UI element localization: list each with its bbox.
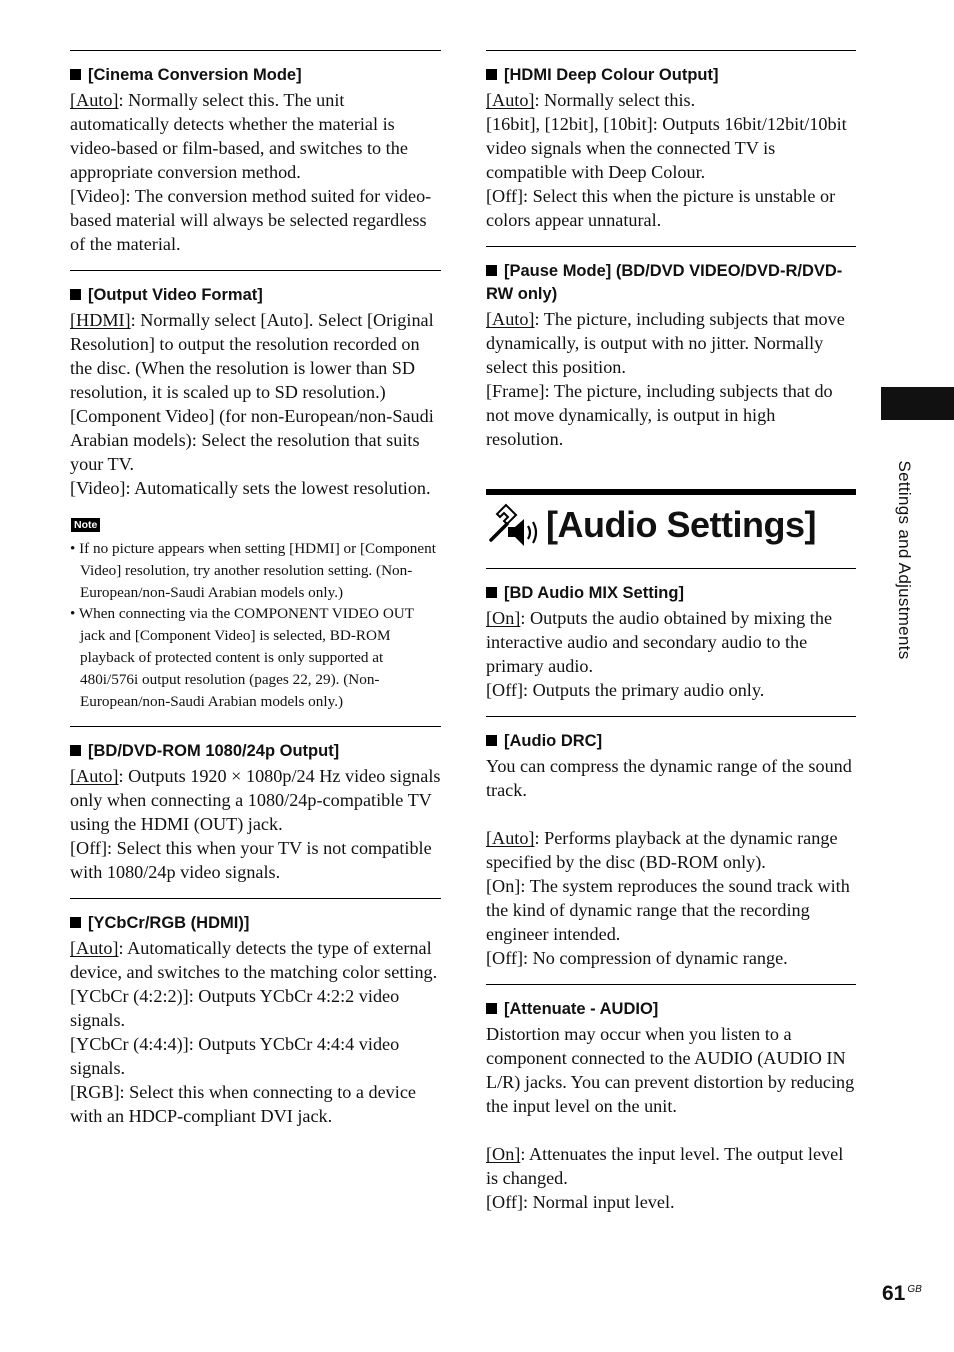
output-video-option: [Video]: Automatically sets the lowest resolution. — [70, 478, 431, 498]
deep-colour-bits-option: [16bit], [12bit], [10bit]: Outputs 16bit/12bit/10bit video signals when the connected TV is compatible with Deep Colour. — [486, 114, 847, 182]
heading-text: [Attenuate - AUDIO] — [504, 1000, 659, 1018]
page-region-suffix: GB — [907, 1284, 922, 1295]
output-video-format-heading — [70, 284, 441, 307]
note-tag: Note — [71, 518, 100, 532]
bd-dvd-rom-auto-option — [70, 764, 441, 836]
option-text: : Normally select this. The unit automatically detects whether the material is video-based or film-based, and switches to the appropriate conversion method. — [70, 90, 408, 182]
cinema-conversion-section — [70, 50, 441, 256]
spacer — [486, 1118, 856, 1142]
wrench-speaker-icon — [486, 502, 540, 548]
cinema-video-option: [Video]: The conversion method suited for video-based material will always be selected regardless of the material. — [70, 186, 432, 254]
default-option-key: [Auto] — [486, 90, 535, 110]
heading-text: [BD Audio MIX Setting] — [504, 584, 684, 602]
chapter-tab-marker — [881, 387, 954, 420]
heading-text: [YCbCr/RGB (HDMI)] — [88, 914, 250, 933]
option-text: : Outputs 1920 × 1080p/24 Hz video signals only when connecting a 1080/24p-compatible TV using the HDMI (OUT) jack. — [70, 766, 441, 835]
bd-audio-mix-on-option — [486, 606, 856, 678]
heading-text: [Cinema Conversion Mode] — [88, 66, 302, 84]
ycbcr-422-option: [YCbCr (4:2:2)]: Outputs YCbCr 4:2:2 video signals. — [70, 986, 400, 1031]
attenuate-audio-section — [486, 984, 856, 1214]
default-option-key: [Auto] — [70, 766, 119, 787]
attenuate-intro: Distortion may occur when you listen to a component connected to the AUDIO (AUDIO IN L/R) jacks. You can prevent distortion by reducing the input level on the unit. — [486, 1024, 855, 1116]
page-number — [882, 1282, 922, 1306]
square-bullet-icon — [486, 265, 497, 276]
default-option-key: [On] — [486, 608, 521, 628]
audio-settings-title: [Audio Settings] — [546, 504, 816, 545]
square-bullet-icon — [486, 1003, 497, 1014]
ycbcr-auto-option — [70, 936, 441, 984]
ycbcr-rgb-option: [RGB]: Select this when connecting to a device with an HDCP-compliant DVI jack. — [70, 1082, 416, 1127]
attenuate-audio-heading — [486, 998, 856, 1021]
bd-dvd-rom-section — [70, 726, 441, 884]
bd-audio-mix-section — [486, 568, 856, 702]
bd-dvd-rom-heading — [70, 740, 441, 763]
heading-text: [HDMI Deep Colour Output] — [504, 66, 719, 84]
page-number-value: 61 — [882, 1282, 906, 1305]
option-text: : Outputs the audio obtained by mixing the interactive audio and secondary audio to the primary audio. — [486, 608, 833, 676]
default-option-key: [Auto] — [70, 90, 119, 110]
note-list — [70, 538, 441, 712]
audio-drc-off-option: [Off]: No compression of dynamic range. — [486, 948, 788, 968]
bd-audio-mix-off-option: [Off]: Outputs the primary audio only. — [486, 680, 765, 700]
option-text: : Normally select this. — [534, 90, 696, 110]
option-text: : Performs playback at the dynamic range specified by the disc (BD-ROM only). — [486, 828, 838, 872]
note-item: • If no picture appears when setting [HDMI] or [Component Video] resolution, try another resolution setting. (Non-European/non-Saudi Arabian models only.) — [70, 540, 436, 601]
pause-mode-auto-option — [486, 307, 856, 379]
chapter-side-label-text: Settings and Adjustments — [895, 460, 914, 660]
audio-drc-intro: You can compress the dynamic range of the sound track. — [486, 756, 852, 800]
default-option-key: [Auto] — [486, 309, 535, 329]
option-text: : The picture, including subjects that move dynamically, is output with no jitter. Normally select this position. — [486, 309, 845, 377]
note-item: • When connecting via the COMPONENT VIDEO OUT jack and [Component Video] is selected, BD-ROM playback of protected content is only supported at 480i/576i output resolution (pages 22, 29). (Non-European/non-Saudi Arabian models only.) — [70, 605, 414, 710]
square-bullet-icon — [70, 917, 81, 928]
pause-mode-heading — [486, 260, 856, 306]
audio-drc-heading — [486, 730, 856, 753]
bd-audio-mix-heading — [486, 582, 856, 605]
ycbcr-rgb-section — [70, 898, 441, 1128]
pause-mode-frame-option: [Frame]: The picture, including subjects that do not move dynamically, is output in high resolution. — [486, 381, 833, 449]
heading-text: [Pause Mode] (BD/DVD VIDEO/DVD-R/DVD-RW only) — [486, 262, 843, 303]
hdmi-deep-colour-heading — [486, 64, 856, 87]
square-bullet-icon — [486, 735, 497, 746]
attenuate-off-option: [Off]: Normal input level. — [486, 1192, 675, 1212]
audio-drc-auto-option — [486, 826, 856, 874]
audio-drc-on-option: [On]: The system reproduces the sound track with the kind of dynamic range that the recording engineer intended. — [486, 876, 850, 944]
square-bullet-icon — [486, 587, 497, 598]
hdmi-deep-colour-section — [486, 50, 856, 232]
option-text: : Normally select [Auto]. Select [Original Resolution] to output the resolution recorded on the disc. (When the resolution is lower than SD resolution, it is scaled up to SD resolution.) — [70, 310, 434, 402]
attenuate-on-option — [486, 1142, 856, 1190]
square-bullet-icon — [486, 69, 497, 80]
audio-drc-section — [486, 716, 856, 970]
bd-dvd-rom-off-option: [Off]: Select this when your TV is not compatible with 1080/24p video signals. — [70, 838, 432, 883]
heading-text: [BD/DVD-ROM 1080/24p Output] — [88, 742, 340, 761]
deep-colour-off-option: [Off]: Select this when the picture is unstable or colors appear unnatural. — [486, 186, 836, 230]
option-text: : Attenuates the input level. The output level is changed. — [486, 1144, 844, 1188]
square-bullet-icon — [70, 69, 81, 80]
spacer — [486, 802, 856, 826]
heading-text: [Audio DRC] — [504, 732, 603, 750]
default-option-key: [Auto] — [486, 828, 535, 848]
right-column — [486, 50, 856, 1228]
ycbcr-444-option: [YCbCr (4:4:4)]: Outputs YCbCr 4:4:4 video signals. — [70, 1034, 400, 1079]
ycbcr-rgb-heading — [70, 912, 441, 935]
output-video-format-section — [70, 270, 441, 500]
pause-mode-section — [486, 246, 856, 451]
output-hdmi-option — [70, 308, 441, 404]
deep-colour-auto-option — [486, 88, 856, 112]
default-option-key: [HDMI] — [70, 310, 131, 330]
square-bullet-icon — [70, 289, 81, 300]
cinema-auto-option — [70, 88, 441, 184]
cinema-conversion-heading — [70, 64, 441, 87]
note-box — [70, 514, 441, 712]
option-text: : Automatically detects the type of external device, and switches to the matching color setting. — [70, 938, 438, 983]
audio-settings-title-block — [486, 489, 856, 548]
heading-text: [Output Video Format] — [88, 286, 263, 304]
square-bullet-icon — [70, 745, 81, 756]
output-component-option: [Component Video] (for non-European/non-Saudi Arabian models): Select the resolution that suits your TV. — [70, 406, 434, 474]
default-option-key: [On] — [486, 1144, 521, 1164]
default-option-key: [Auto] — [70, 938, 119, 959]
left-column — [70, 50, 441, 1142]
